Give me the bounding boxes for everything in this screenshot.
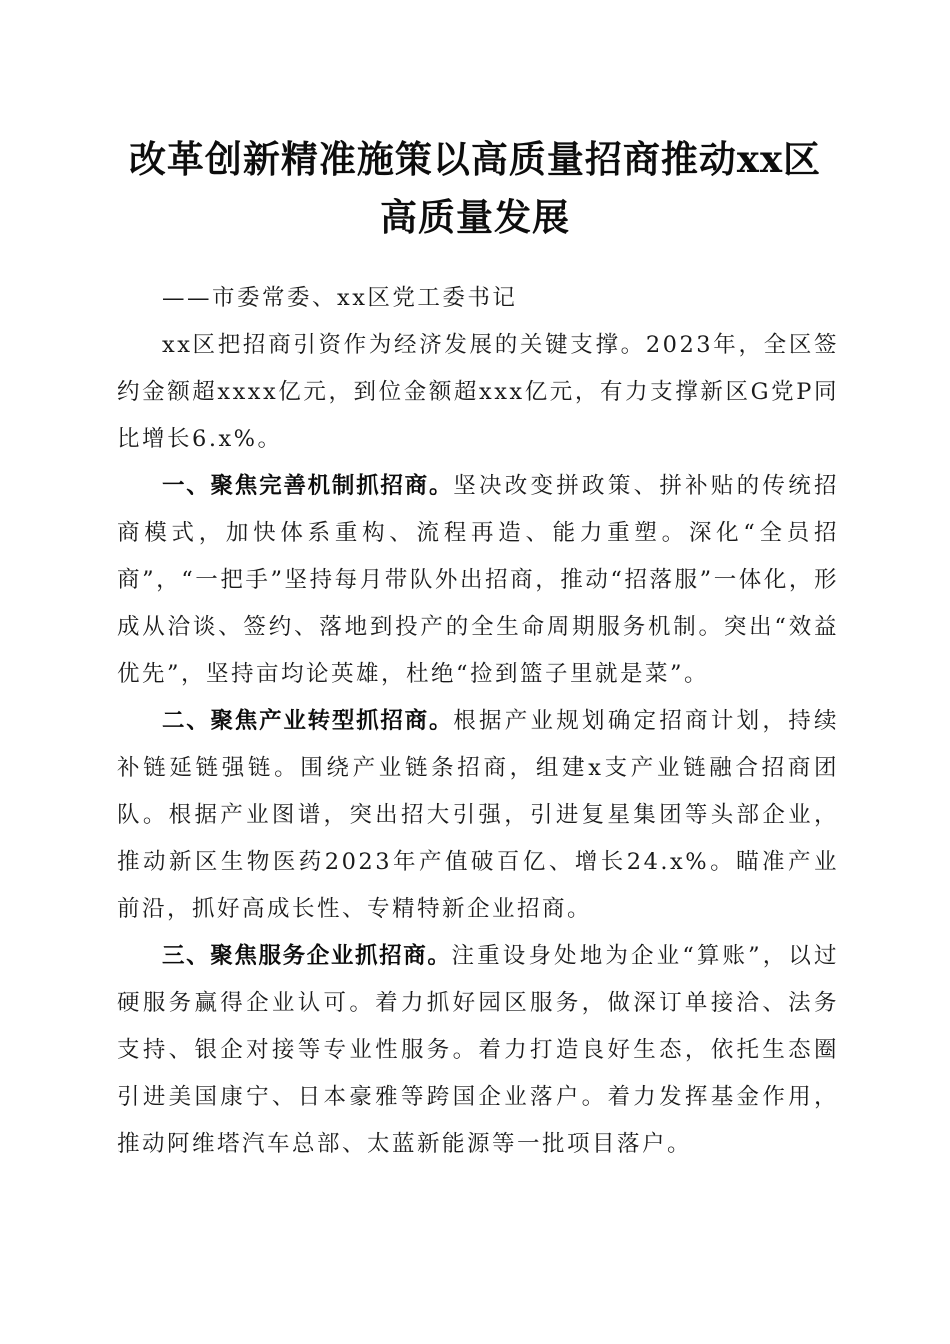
- document-body: [117, 275, 839, 1168]
- intro-paragraph: xx区把招商引资作为经济发展的关键支撑。2023年，全区签约金额超xxxx亿元，到位金额超xxx亿元，有力支撑新区G党P同比增长6.x%。: [117, 332, 839, 452]
- section-heading-2: 二、聚焦产业转型抓招商。: [162, 708, 454, 734]
- section-paragraph-3: [117, 933, 839, 1168]
- document-title: 改革创新精准施策以高质量招商推动xx区高质量发展: [128, 137, 822, 239]
- section-text-2: 根据产业规划确定招商计划，持续补链延链强链。围绕产业链条招商，组建x支产业链融合招商团队。根据产业图谱，突出招大引强，引进复星集团等头部企业，推动新区生物医药2023年产值破百亿、增长24.x%。瞄准产业前沿，抓好高成长性、专精特新企业招商。: [117, 708, 839, 922]
- section-heading-1: 一、聚焦完善机制抓招商。: [162, 473, 454, 499]
- section-text-1: 坚决改变拼政策、拼补贴的传统招商模式，加快体系重构、流程再造、能力重塑。深化“全员招商”，“一把手”坚持每月带队外出招商，推动“招落服”一体化，形成从洽谈、签约、落地到投产的全生命周期服务机制。突出“效益优先”，坚持亩均论英雄，杜绝“捡到篮子里就是菜”。: [117, 473, 839, 687]
- section-heading-3: 三、聚焦服务企业抓招商。: [162, 943, 452, 969]
- author-line: ——市委常委、xx区党工委书记: [162, 285, 518, 311]
- section-paragraph-1: [117, 463, 839, 698]
- section-text-3: 注重设身处地为企业“算账”，以过硬服务赢得企业认可。着力抓好园区服务，做深订单接洽、法务支持、银企对接等专业性服务。着力打造良好生态，依托生态圈引进美国康宁、日本豪雅等跨国企业落户。着力发挥基金作用，推动阿维塔汽车总部、太蓝新能源等一批项目落户。: [117, 943, 839, 1157]
- section-paragraph-2: [117, 698, 839, 933]
